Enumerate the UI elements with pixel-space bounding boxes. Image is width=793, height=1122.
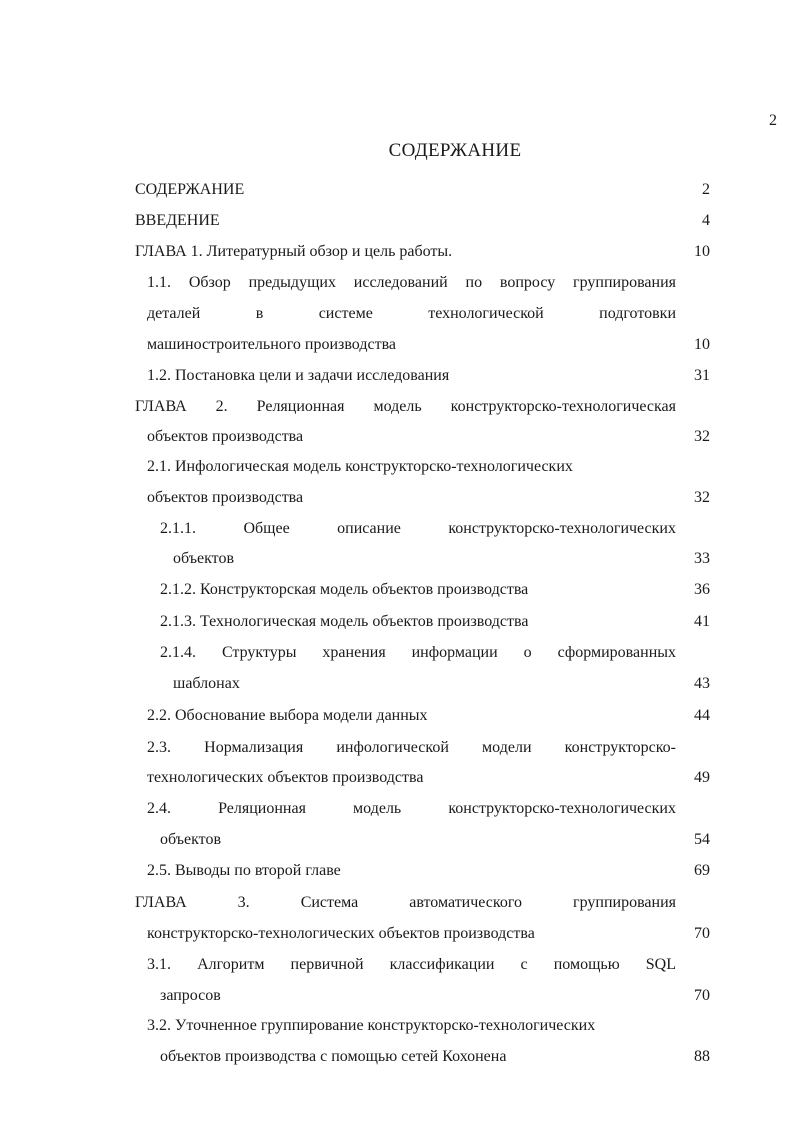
- toc-entry-line: ГЛАВА 1. Литературный обзор и цель работы.: [135, 243, 453, 260]
- toc-entry-line: технологических объектов производства: [147, 769, 424, 786]
- toc-entry-line: запросов: [160, 987, 221, 1004]
- toc-entry-page: 10: [694, 336, 710, 353]
- toc-entry-line: 2.1.1. Общее описание конструкторско-технологических: [160, 520, 676, 537]
- toc-entry-line: объектов производства: [147, 428, 304, 445]
- toc-entry-line: 2.1.4. Структуры хранения информации о сформированных: [160, 644, 676, 661]
- toc-entry-line: 2.3. Нормализация инфологической модели конструкторско-: [147, 739, 676, 756]
- toc-entry-line: ВВЕДЕНИЕ: [135, 212, 220, 229]
- toc-entry-page: 70: [694, 925, 710, 942]
- toc-entry-line: объектов производства: [147, 489, 304, 506]
- toc-entry-line: 2.1. Инфологическая модель конструкторско-технологических: [147, 458, 573, 475]
- toc-entry-page: 36: [694, 581, 710, 598]
- toc-entry-line: 2.5. Выводы по второй главе: [147, 862, 341, 879]
- toc-entry-page: 70: [694, 987, 710, 1004]
- toc-entry-page: 44: [694, 707, 710, 724]
- toc-title: СОДЕРЖАНИЕ: [388, 140, 522, 161]
- toc-entry-line: 3.1. Алгоритм первичной классификации с помощью SQL: [147, 956, 676, 973]
- toc-entry-page: 43: [694, 675, 710, 692]
- toc-entry-page: 54: [694, 831, 710, 848]
- toc-entry-page: 32: [694, 428, 710, 445]
- toc-entry-page: 31: [694, 367, 710, 384]
- toc-entry-line: 2.1.3. Технологическая модель объектов производства: [160, 613, 529, 630]
- toc-entry-line: 2.4. Реляционная модель конструкторско-технологических: [147, 800, 676, 817]
- toc-entry-line: объектов: [173, 550, 235, 567]
- toc-entry-line: 3.2. Уточненное группирование конструкторско-технологических: [147, 1017, 596, 1034]
- toc-entry-page: 33: [694, 550, 710, 567]
- toc-entry-line: 2.2. Обоснование выбора модели данных: [147, 707, 428, 724]
- toc-entry-line: деталей в системе технологической подготовки: [147, 305, 676, 322]
- toc-entry-line: СОДЕРЖАНИЕ: [135, 181, 245, 198]
- toc-entry-line: ГЛАВА 3. Система автоматического группирования: [135, 894, 676, 911]
- toc-entry-line: конструкторско-технологических объектов производства: [147, 925, 535, 942]
- toc-entry-line: 2.1.2. Конструкторская модель объектов производства: [160, 581, 529, 598]
- toc-entry-line: 1.2. Постановка цели и задачи исследования: [147, 367, 450, 384]
- toc-entry-line: машиностроительного производства: [147, 336, 397, 353]
- toc-entry-line: объектов производства с помощью сетей Кохонена: [160, 1048, 507, 1065]
- toc-entry-page: 49: [694, 769, 710, 786]
- toc-entry-line: объектов: [160, 831, 222, 848]
- toc-entry-page: 32: [694, 489, 710, 506]
- toc-entry-line: шаблонах: [173, 675, 240, 692]
- toc-entry-page: 41: [694, 613, 710, 630]
- toc-entry-page: 69: [694, 862, 710, 879]
- toc-entry-page: 4: [702, 212, 710, 229]
- toc-entry-page: 10: [694, 243, 710, 260]
- toc-entry-line: 1.1. Обзор предыдущих исследований по вопросу группирования: [147, 274, 676, 291]
- toc-entry-line: ГЛАВА 2. Реляционная модель конструкторско-технологическая: [135, 398, 676, 415]
- toc-entry-page: 2: [702, 181, 710, 198]
- toc-entry-page: 88: [694, 1048, 710, 1065]
- page-number: 2: [769, 112, 777, 129]
